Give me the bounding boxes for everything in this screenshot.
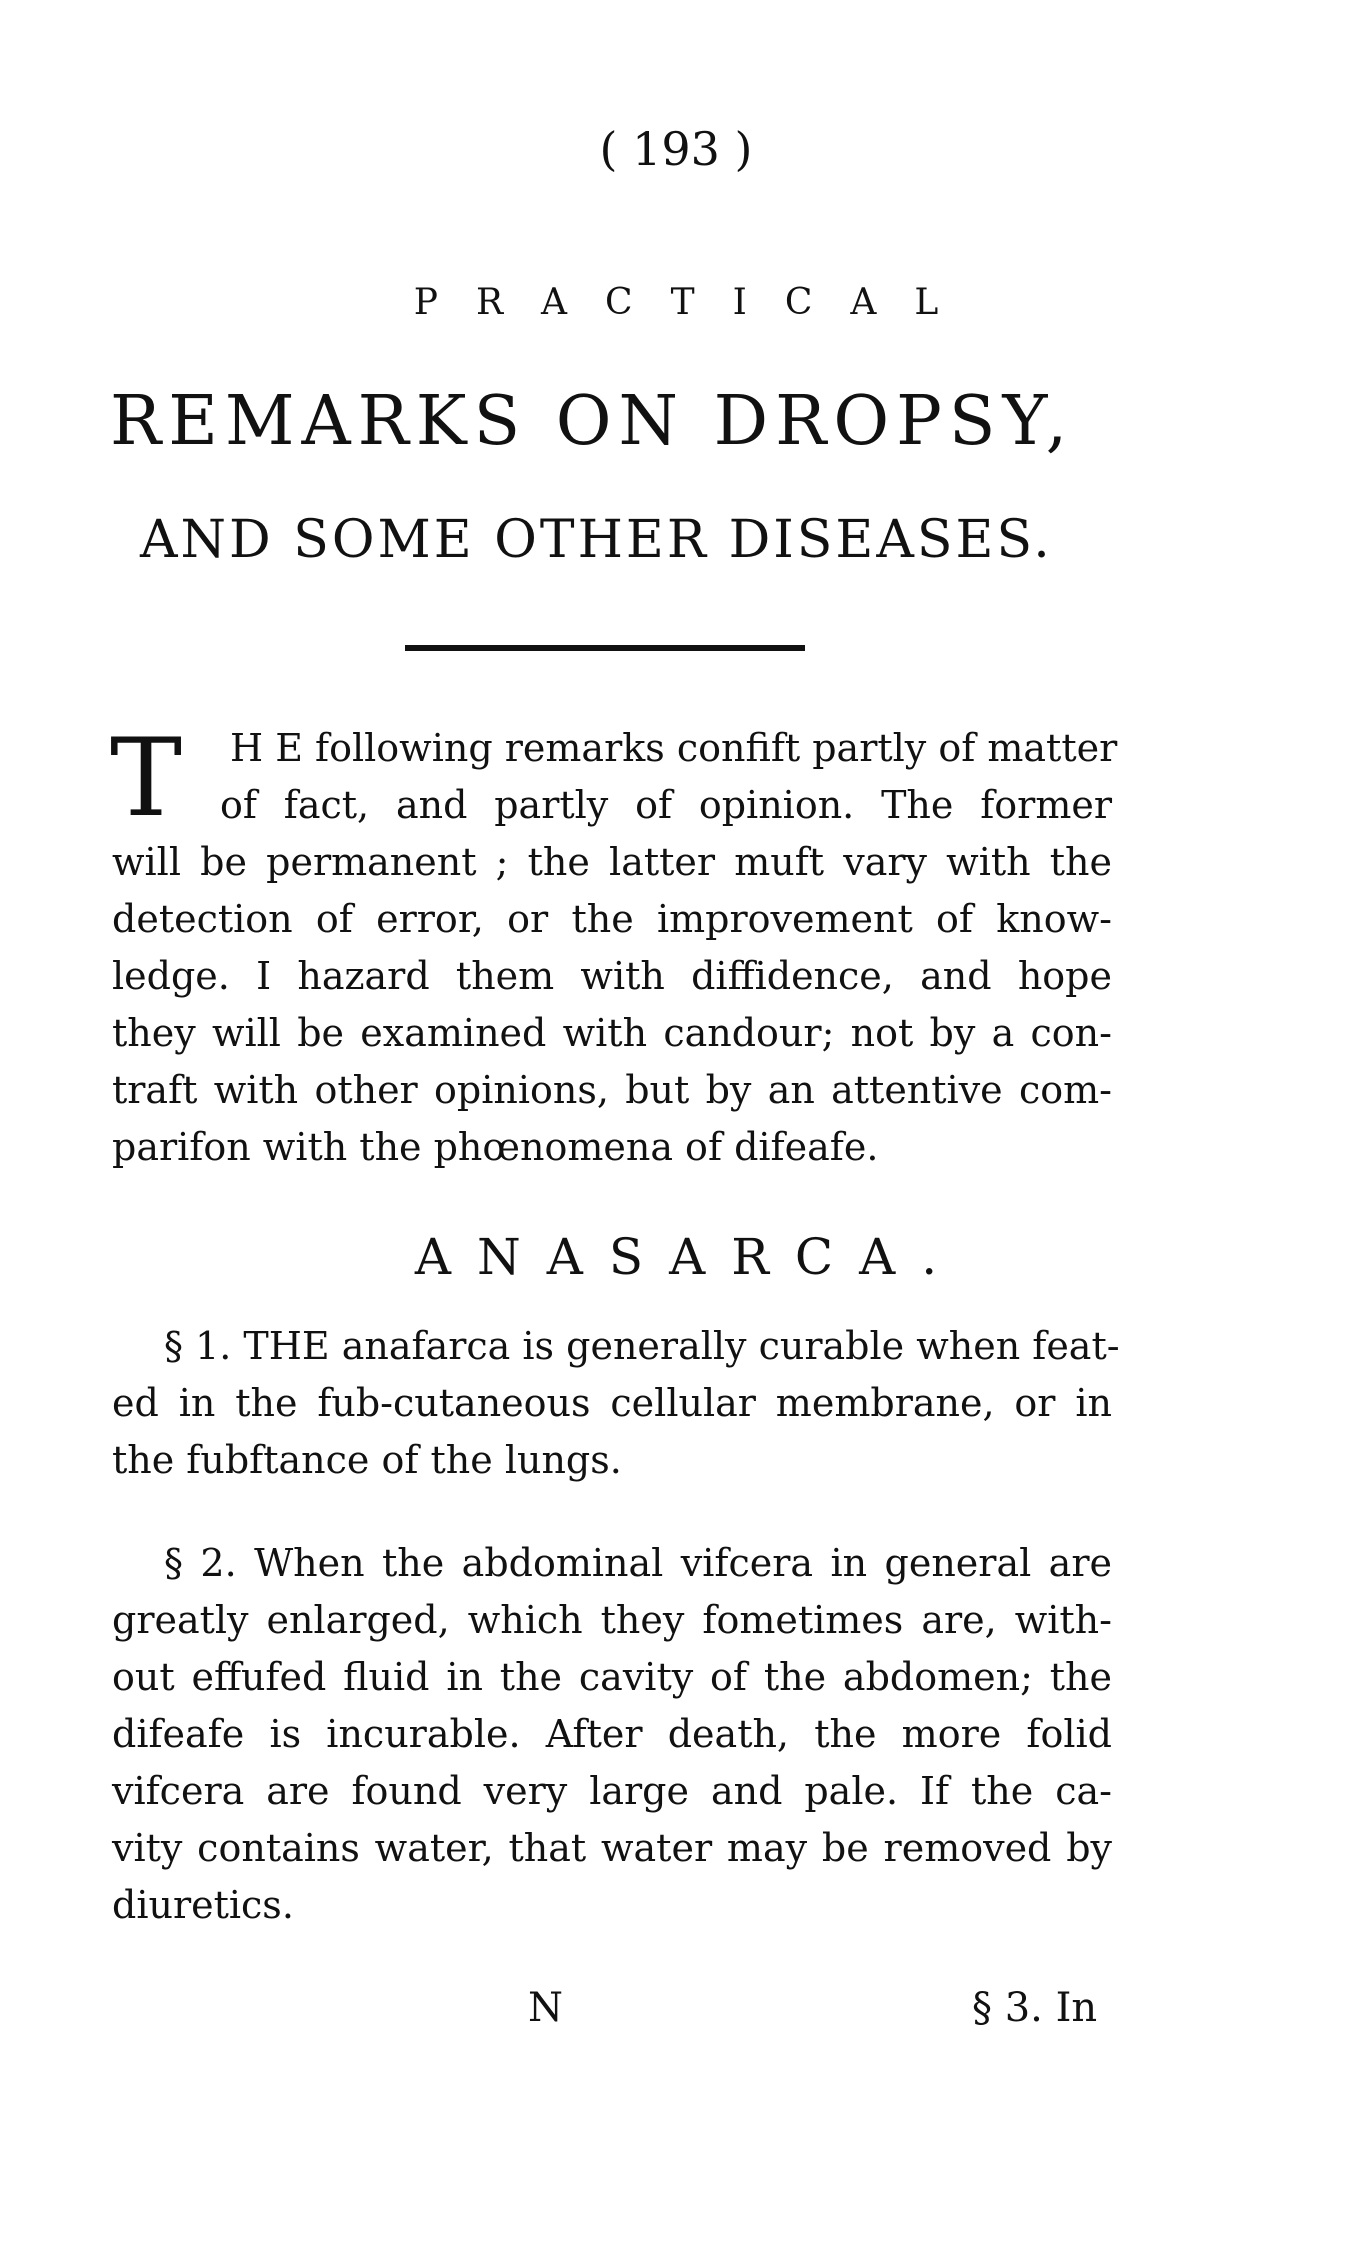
text-line: ed in the fub-cutaneous cellular membrane, or in (112, 1381, 1112, 1425)
text-line: diuretics. (112, 1883, 294, 1927)
text-line: vity contains water, that water may be removed by (112, 1826, 1112, 1870)
text-line: out effufed fluid in the cavity of the abdomen; the (112, 1655, 1112, 1699)
text-line: parifon with the phœnomena of difeafe. (112, 1125, 879, 1169)
catchword: § 3. In (972, 1985, 1098, 2031)
text-line: difeafe is incurable. After death, the more folid (112, 1712, 1112, 1756)
text-line: H E following remarks confift partly of matter (230, 726, 1118, 770)
section-paragraph-1 (112, 1318, 1120, 1489)
drop-cap: T (110, 716, 183, 841)
text-line: § 2. When the abdominal vifcera in general are (164, 1541, 1112, 1585)
text-line: § 1. THE anafarca is generally curable when feat- (164, 1324, 1120, 1368)
signature-mark: N (528, 1985, 563, 2031)
text-line: they will be examined with candour; not by a con- (112, 1011, 1112, 1055)
intro-paragraph (110, 716, 1118, 1176)
heading-kicker: PRACTICAL (413, 282, 977, 323)
text-line: the fubftance of the lungs. (112, 1438, 622, 1482)
text-line: of fact, and partly of opinion. The former (220, 783, 1112, 827)
text-line: ledge. I hazard them with diffidence, and hope (112, 954, 1112, 998)
title-line-1: REMARKS ON DROPSY, (110, 382, 1075, 461)
page-number: ( 193 ) (599, 122, 753, 176)
section-heading: ANASARCA. (414, 1228, 964, 1286)
text-line: greatly enlarged, which they fometimes are, with- (112, 1598, 1112, 1642)
title-line-2: AND SOME OTHER DISEASES. (140, 510, 1053, 570)
divider-rule (405, 645, 805, 651)
text-line: will be permanent ; the latter muft vary with the (112, 840, 1112, 884)
text-line: vifcera are found very large and pale. If the ca- (112, 1769, 1112, 1813)
section-paragraph-2 (112, 1535, 1112, 1934)
text-line: traft with other opinions, but by an attentive com- (112, 1068, 1112, 1112)
text-line: detection of error, or the improvement of know- (112, 897, 1112, 941)
